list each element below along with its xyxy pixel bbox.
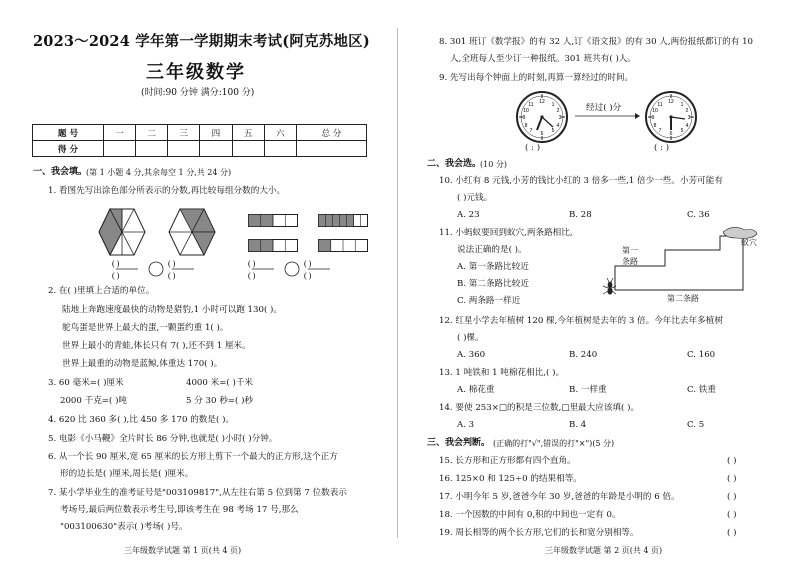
hexagon-figure-a xyxy=(98,207,146,257)
clock-face-end xyxy=(644,90,698,144)
question-7-line1: 7. 某小学毕业生的准考证号是"003109817",从左往右第 5 位到第 7 位数表示 xyxy=(48,488,347,498)
question-16: 16. 125×0 和 125÷0 的结果相等。 xyxy=(439,474,582,484)
route-2-label: 第二条路 xyxy=(667,294,699,303)
judge-blank-17[interactable]: ( ) xyxy=(727,492,737,502)
question-12-line2: ( )棵。 xyxy=(457,333,484,343)
svg-text:12: 12 xyxy=(539,99,545,105)
svg-text:2: 2 xyxy=(556,108,560,114)
option-12a[interactable]: A. 360 xyxy=(457,350,486,360)
svg-text:6: 6 xyxy=(669,131,673,137)
option-13a[interactable]: A. 棉花重 xyxy=(457,385,495,395)
score-header-cell: 题 号 xyxy=(33,125,104,141)
question-3c: 2000 千克=( )吨 xyxy=(60,396,128,406)
bar-figure-c xyxy=(248,239,298,252)
svg-text:7: 7 xyxy=(658,128,662,134)
svg-text:4: 4 xyxy=(556,123,560,129)
exam-meta: (时间:90 分钟 满分:100 分) xyxy=(141,88,255,98)
clock-start-time: ( : ) xyxy=(525,143,541,153)
question-3a: 3. 60 毫米=( )厘米 xyxy=(48,378,124,388)
option-10c[interactable]: C. 36 xyxy=(687,210,710,220)
score-cell[interactable] xyxy=(232,141,264,157)
judge-blank-16[interactable]: ( ) xyxy=(727,474,737,484)
svg-text:12: 12 xyxy=(668,99,674,105)
svg-text:1: 1 xyxy=(680,102,684,108)
question-8-line1: 8. 301 班订《数学报》的有 32 人,订《语文报》的有 30 人,两份报纸都订的有 10 xyxy=(439,37,754,47)
section3-note: (正确的打"√",错误的打"×")(5 分) xyxy=(493,439,615,448)
question-9: 9. 先写出每个钟面上的时刻,再算一算经过的时间。 xyxy=(439,73,634,83)
judge-blank-19[interactable]: ( ) xyxy=(727,528,737,538)
question-17: 17. 小明今年 5 岁,爸爸今年 30 岁,爸爸的年龄是小明的 6 倍。 xyxy=(439,492,680,502)
svg-text:5: 5 xyxy=(551,128,555,134)
score-cell[interactable] xyxy=(136,141,168,157)
subject-title: 三年级数学 xyxy=(146,62,246,83)
svg-text:3: 3 xyxy=(687,115,691,121)
svg-text:9: 9 xyxy=(522,115,526,121)
score-table xyxy=(32,124,367,157)
option-11b[interactable]: B. 第二条路比较近 xyxy=(457,279,529,289)
ant-nest-label: 蚁穴 xyxy=(741,238,757,247)
section2-title: 二、我会选。 xyxy=(427,159,482,169)
option-14b[interactable]: B. 4 xyxy=(569,420,587,430)
section1-title: 一、我会填。 xyxy=(33,167,88,177)
question-7-line3: "003100630"表示( )考场( )号。 xyxy=(60,522,188,532)
question-2d: 世界上最重的动物是蓝鲸,体重达 170( )。 xyxy=(62,359,223,369)
svg-text:1: 1 xyxy=(551,102,555,108)
svg-text:10: 10 xyxy=(523,108,529,114)
score-cell[interactable] xyxy=(168,141,200,157)
svg-text:11: 11 xyxy=(528,102,534,108)
clock-end-time: ( : ) xyxy=(654,143,670,153)
svg-text:5: 5 xyxy=(680,128,684,134)
svg-text:8: 8 xyxy=(653,123,657,129)
question-2a: 陆地上奔跑速度最快的动物是猎豹,1 小时可以跑 130( )。 xyxy=(62,305,282,315)
score-header-cell: 四 xyxy=(200,125,232,141)
question-2c: 世界上最小的青蛙,体长只有 7( ),还不到 1 厘米。 xyxy=(62,341,251,351)
option-11c[interactable]: C. 两条路一样近 xyxy=(457,296,521,306)
svg-text:11: 11 xyxy=(657,102,663,108)
judge-blank-15[interactable]: ( ) xyxy=(727,456,737,466)
score-cell[interactable] xyxy=(296,141,366,157)
fraction-blanks[interactable] xyxy=(112,258,372,280)
question-2b: 鸵鸟蛋是世界上最大的蛋,一颗蛋约重 1( )。 xyxy=(62,323,229,333)
score-cell[interactable] xyxy=(103,141,135,157)
svg-text:6: 6 xyxy=(540,131,544,137)
svg-text:2: 2 xyxy=(685,108,689,114)
score-cell[interactable] xyxy=(264,141,296,157)
bar-figure-d xyxy=(318,239,368,252)
question-19: 19. 周长相等的两个长方形,它们的长和宽分别相等。 xyxy=(439,528,639,538)
option-12b[interactable]: B. 240 xyxy=(569,350,598,360)
clock-face-start xyxy=(515,90,569,144)
page-footer-right: 三年级数学试题 第 2 页(共 4 页) xyxy=(545,546,663,555)
section3-title: 三、我会判断。 xyxy=(427,438,491,448)
svg-text:7: 7 xyxy=(529,128,533,134)
svg-text:3: 3 xyxy=(558,115,562,121)
question-14: 14. 要使 253×□的积是三位数,□里最大应该填( )。 xyxy=(439,403,640,413)
bar-figure-b xyxy=(318,214,368,227)
judge-blank-18[interactable]: ( ) xyxy=(727,510,737,520)
question-6-line2: 形的边长是( )厘米,周长是( )厘米。 xyxy=(60,469,194,479)
svg-text:( ): ( ) xyxy=(248,259,256,268)
question-18: 18. 一个因数的中间有 0,积的中间也一定有 0。 xyxy=(439,510,621,520)
question-6-line1: 6. 从一个长 90 厘米,宽 65 厘米的长方形上剪下一个最大的正方形,这个正方 xyxy=(48,452,338,462)
option-13c[interactable]: C. 铁重 xyxy=(687,385,716,395)
question-4: 4. 620 比 360 多( ),比 450 多 170 的数是( )。 xyxy=(48,415,235,425)
hexagon-figure-b xyxy=(168,207,216,257)
route-1-label-2: 条路 xyxy=(622,257,638,266)
question-11-line1: 11. 小蚂蚁要回到蚁穴,两条路相比, xyxy=(439,228,573,238)
option-14a[interactable]: A. 3 xyxy=(457,420,475,430)
svg-text:( ): ( ) xyxy=(112,271,120,280)
question-13: 13. 1 吨铁和 1 吨棉花相比,( )。 xyxy=(439,368,565,378)
page-footer-left: 三年级数学试题 第 1 页(共 4 页) xyxy=(124,546,242,555)
section1-note: (第 1 小题 4 分,其余每空 1 分,共 24 分) xyxy=(86,168,232,177)
option-12c[interactable]: C. 160 xyxy=(687,350,716,360)
svg-text:( ): ( ) xyxy=(168,259,176,268)
question-5: 5. 电影《小马鞭》全片时长 86 分钟,也就是( )小时( )分钟。 xyxy=(48,434,278,444)
svg-text:9: 9 xyxy=(651,115,655,121)
section2-note: (10 分) xyxy=(480,160,507,169)
exam-title: 2023～2024 学年第一学期期末考试(阿克苏地区) xyxy=(33,33,370,50)
option-10b[interactable]: B. 28 xyxy=(569,210,592,220)
question-1: 1. 看图先写出涂色部分所表示的分数,再比较每组分数的大小。 xyxy=(48,186,286,196)
svg-text:( ): ( ) xyxy=(304,271,312,280)
option-14c[interactable]: C. 5 xyxy=(687,420,705,430)
question-10-line1: 10. 小红有 8 元钱,小芳的钱比小红的 3 倍多一些,1 倍少一些。小芳可能有 xyxy=(439,176,723,186)
question-8-line2: 人,全班每人至少订一种报纸。301 班共有( )人。 xyxy=(450,54,636,64)
clock-elapsed-label: 经过( )分 xyxy=(586,103,622,113)
score-header-cell: 二 xyxy=(136,125,168,141)
svg-text:( ): ( ) xyxy=(168,271,176,280)
question-7-line2: 考场号,最后两位数表示考生号,即该考生在 98 考场 17 号,那么 xyxy=(60,505,299,515)
question-3d: 5 分 30 秒=( )秒 xyxy=(186,396,254,406)
svg-text:( ): ( ) xyxy=(304,259,312,268)
svg-text:8: 8 xyxy=(524,123,528,129)
score-cell[interactable] xyxy=(200,141,232,157)
question-11-line2: 说法正确的是( )。 xyxy=(457,245,527,255)
question-3b: 4000 米=( )千米 xyxy=(186,378,254,388)
question-10-line2: ( )元钱。 xyxy=(457,193,493,203)
question-12-line1: 12. 红星小学去年植树 120 棵,今年植树是去年的 3 倍。今年比去年多植树 xyxy=(439,316,723,326)
route-1-label: 第一 xyxy=(622,246,638,255)
option-13b[interactable]: B. 一样重 xyxy=(569,385,607,395)
score-header-cell: 总 分 xyxy=(296,125,366,141)
option-11a[interactable]: A. 第一条路比较近 xyxy=(457,262,529,272)
option-10a[interactable]: A. 23 xyxy=(457,210,480,220)
svg-text:10: 10 xyxy=(652,108,658,114)
svg-text:( ): ( ) xyxy=(248,271,256,280)
score-header-cell: 一 xyxy=(103,125,135,141)
score-header-cell: 六 xyxy=(264,125,296,141)
score-label-cell: 得 分 xyxy=(33,141,104,157)
bar-figure-a xyxy=(248,214,298,227)
svg-text:( ): ( ) xyxy=(112,259,120,268)
question-2: 2. 在( )里填上合适的单位。 xyxy=(48,286,155,296)
right-page xyxy=(397,0,794,561)
score-header-cell: 五 xyxy=(232,125,264,141)
svg-text:4: 4 xyxy=(685,123,689,129)
score-header-cell: 三 xyxy=(168,125,200,141)
question-15: 15. 长方形和正方形都有四个直角。 xyxy=(439,456,576,466)
